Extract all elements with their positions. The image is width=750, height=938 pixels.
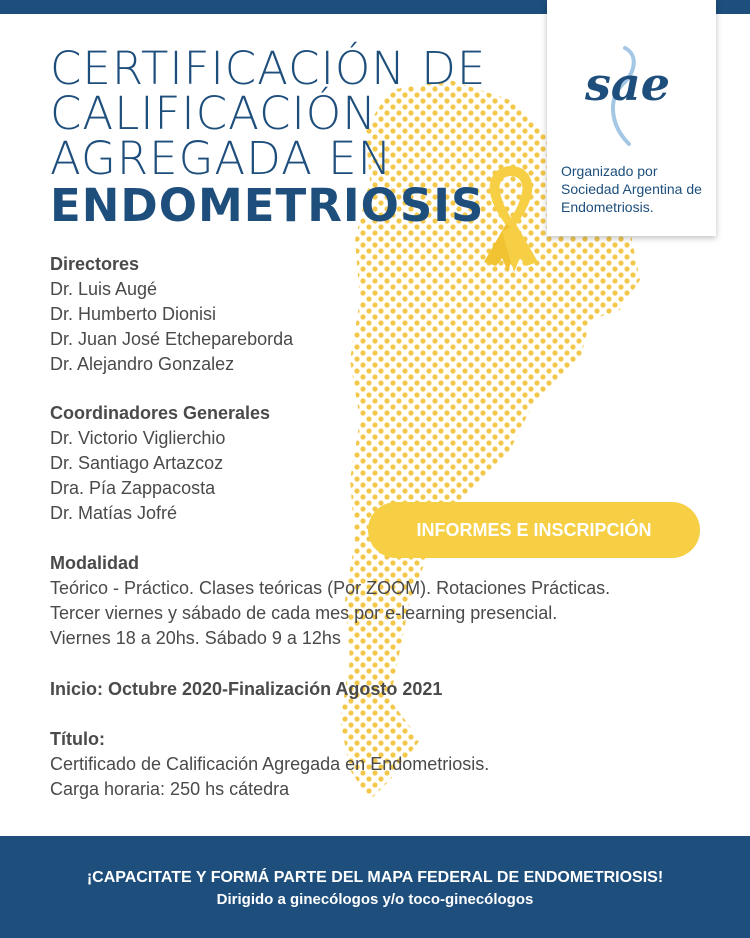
list-item: Teórico - Práctico. Clases teóricas (Por ZOOM). Rotaciones Prácticas.	[50, 578, 611, 598]
svg-text:sae: sae	[585, 57, 670, 111]
list-item: Dr. Humberto Dionisi	[50, 304, 217, 324]
list-item: Certificado de Calificación Agregada en Endometriosis.	[50, 754, 490, 774]
modalidad-section	[50, 551, 710, 651]
inicio-text: Inicio: Octubre 2020-Finalización Agosto 2021	[50, 679, 443, 699]
list-item: Carga horaria: 250 hs cátedra	[50, 779, 290, 799]
titulo-heading: Título:	[50, 729, 105, 749]
inicio-section	[50, 677, 710, 702]
directores-heading: Directores	[50, 254, 140, 274]
title-line-1: CERTIFICACIÓN DE	[50, 42, 487, 95]
page-title	[50, 42, 550, 232]
list-item: Viernes 18 a 20hs. Sábado 9 a 12hs	[50, 628, 341, 648]
list-item: Dr. Victorio Viglierchio	[50, 428, 226, 448]
logo-card	[547, 0, 716, 236]
list-item: Dra. Pía Zappacosta	[50, 478, 216, 498]
title-line-3: AGREGADA EN	[50, 132, 393, 185]
list-item: Dr. Alejandro Gonzalez	[50, 354, 235, 374]
titulo-section	[50, 727, 710, 802]
organized-by-text: Organizado por Sociedad Argentina de Endometriosis.	[561, 163, 702, 215]
list-item: Dr. Matías Jofré	[50, 503, 178, 523]
footer-banner	[0, 836, 750, 938]
footer-tagline: ¡CAPACITATE Y FORMÁ PARTE DEL MAPA FEDERAL DE ENDOMETRIOSIS!	[86, 869, 664, 886]
title-line-4: ENDOMETRIOSIS	[50, 179, 485, 232]
list-item: Dr. Santiago Artazcoz	[50, 453, 224, 473]
footer-audience: Dirigido a ginecólogos y/o toco-ginecólogos	[216, 891, 534, 908]
modalidad-heading: Modalidad	[50, 553, 139, 573]
directores-section	[50, 252, 710, 377]
informes-inscripcion-button[interactable]: INFORMES E INSCRIPCIÓN	[368, 502, 700, 558]
list-item: Tercer viernes y sábado de cada mes por e-learning presencial.	[50, 603, 558, 623]
list-item: Dr. Juan José Etchepareborda	[50, 329, 294, 349]
list-item: Dr. Luis Augé	[50, 279, 158, 299]
title-line-2: CALIFICACIÓN	[50, 87, 377, 140]
coordinadores-heading: Coordinadores Generales	[50, 403, 271, 423]
sae-logo-icon	[577, 40, 687, 152]
